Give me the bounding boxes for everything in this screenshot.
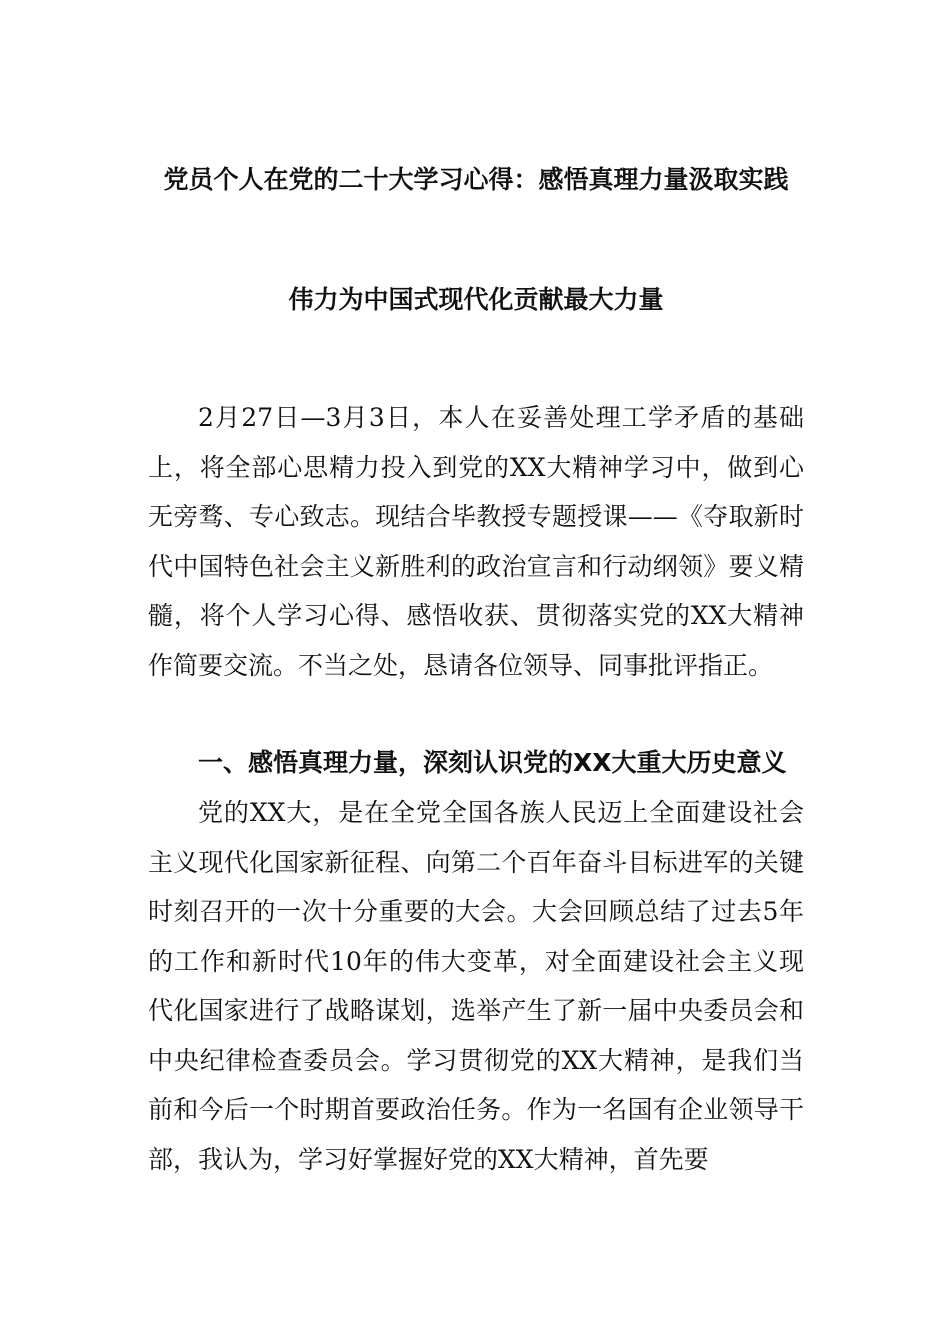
document-title-line-2: 伟力为中国式现代化贡献最大力量 bbox=[288, 285, 664, 314]
section-heading-1: 一、感悟真理力量，深刻认识党的XX大重大历史意义 bbox=[198, 748, 787, 777]
document-title-line-1: 党员个人在党的二十大学习心得：感悟真理力量汲取实践 bbox=[163, 165, 789, 194]
intro-paragraph: 2月27日—3月3日，本人在妥善处理工学矛盾的基础上，将全部心思精力投入到党的XX大精神学习中，做到心无旁骛、专心致志。现结合毕教授专题授课——《夺取新时代中国特色社会主义新胜利的政治宣言和行动纲领》要义精髓，将个人学习心得、感悟收获、贯彻落实党的XX大精神作简要交流。不当之处，恳请各位领导、同事批评指正。 bbox=[148, 403, 804, 680]
section-1-paragraph: 党的XX大，是在全党全国各族人民迈上全面建设社会主义现代化国家新征程、向第二个百年奋斗目标进军的关键时刻召开的一次十分重要的大会。大会回顾总结了过去5年的工作和新时代10年的伟大变革，对全面建设社会主义现代化国家进行了战略谋划，选举产生了新一届中央委员会和中央纪律检查委员会。学习贯彻党的XX大精神，是我们当前和今后一个时期首要政治任务。作为一名国有企业领导干部，我认为，学习好掌握好党的XX大精神，首先要 bbox=[148, 798, 804, 1174]
